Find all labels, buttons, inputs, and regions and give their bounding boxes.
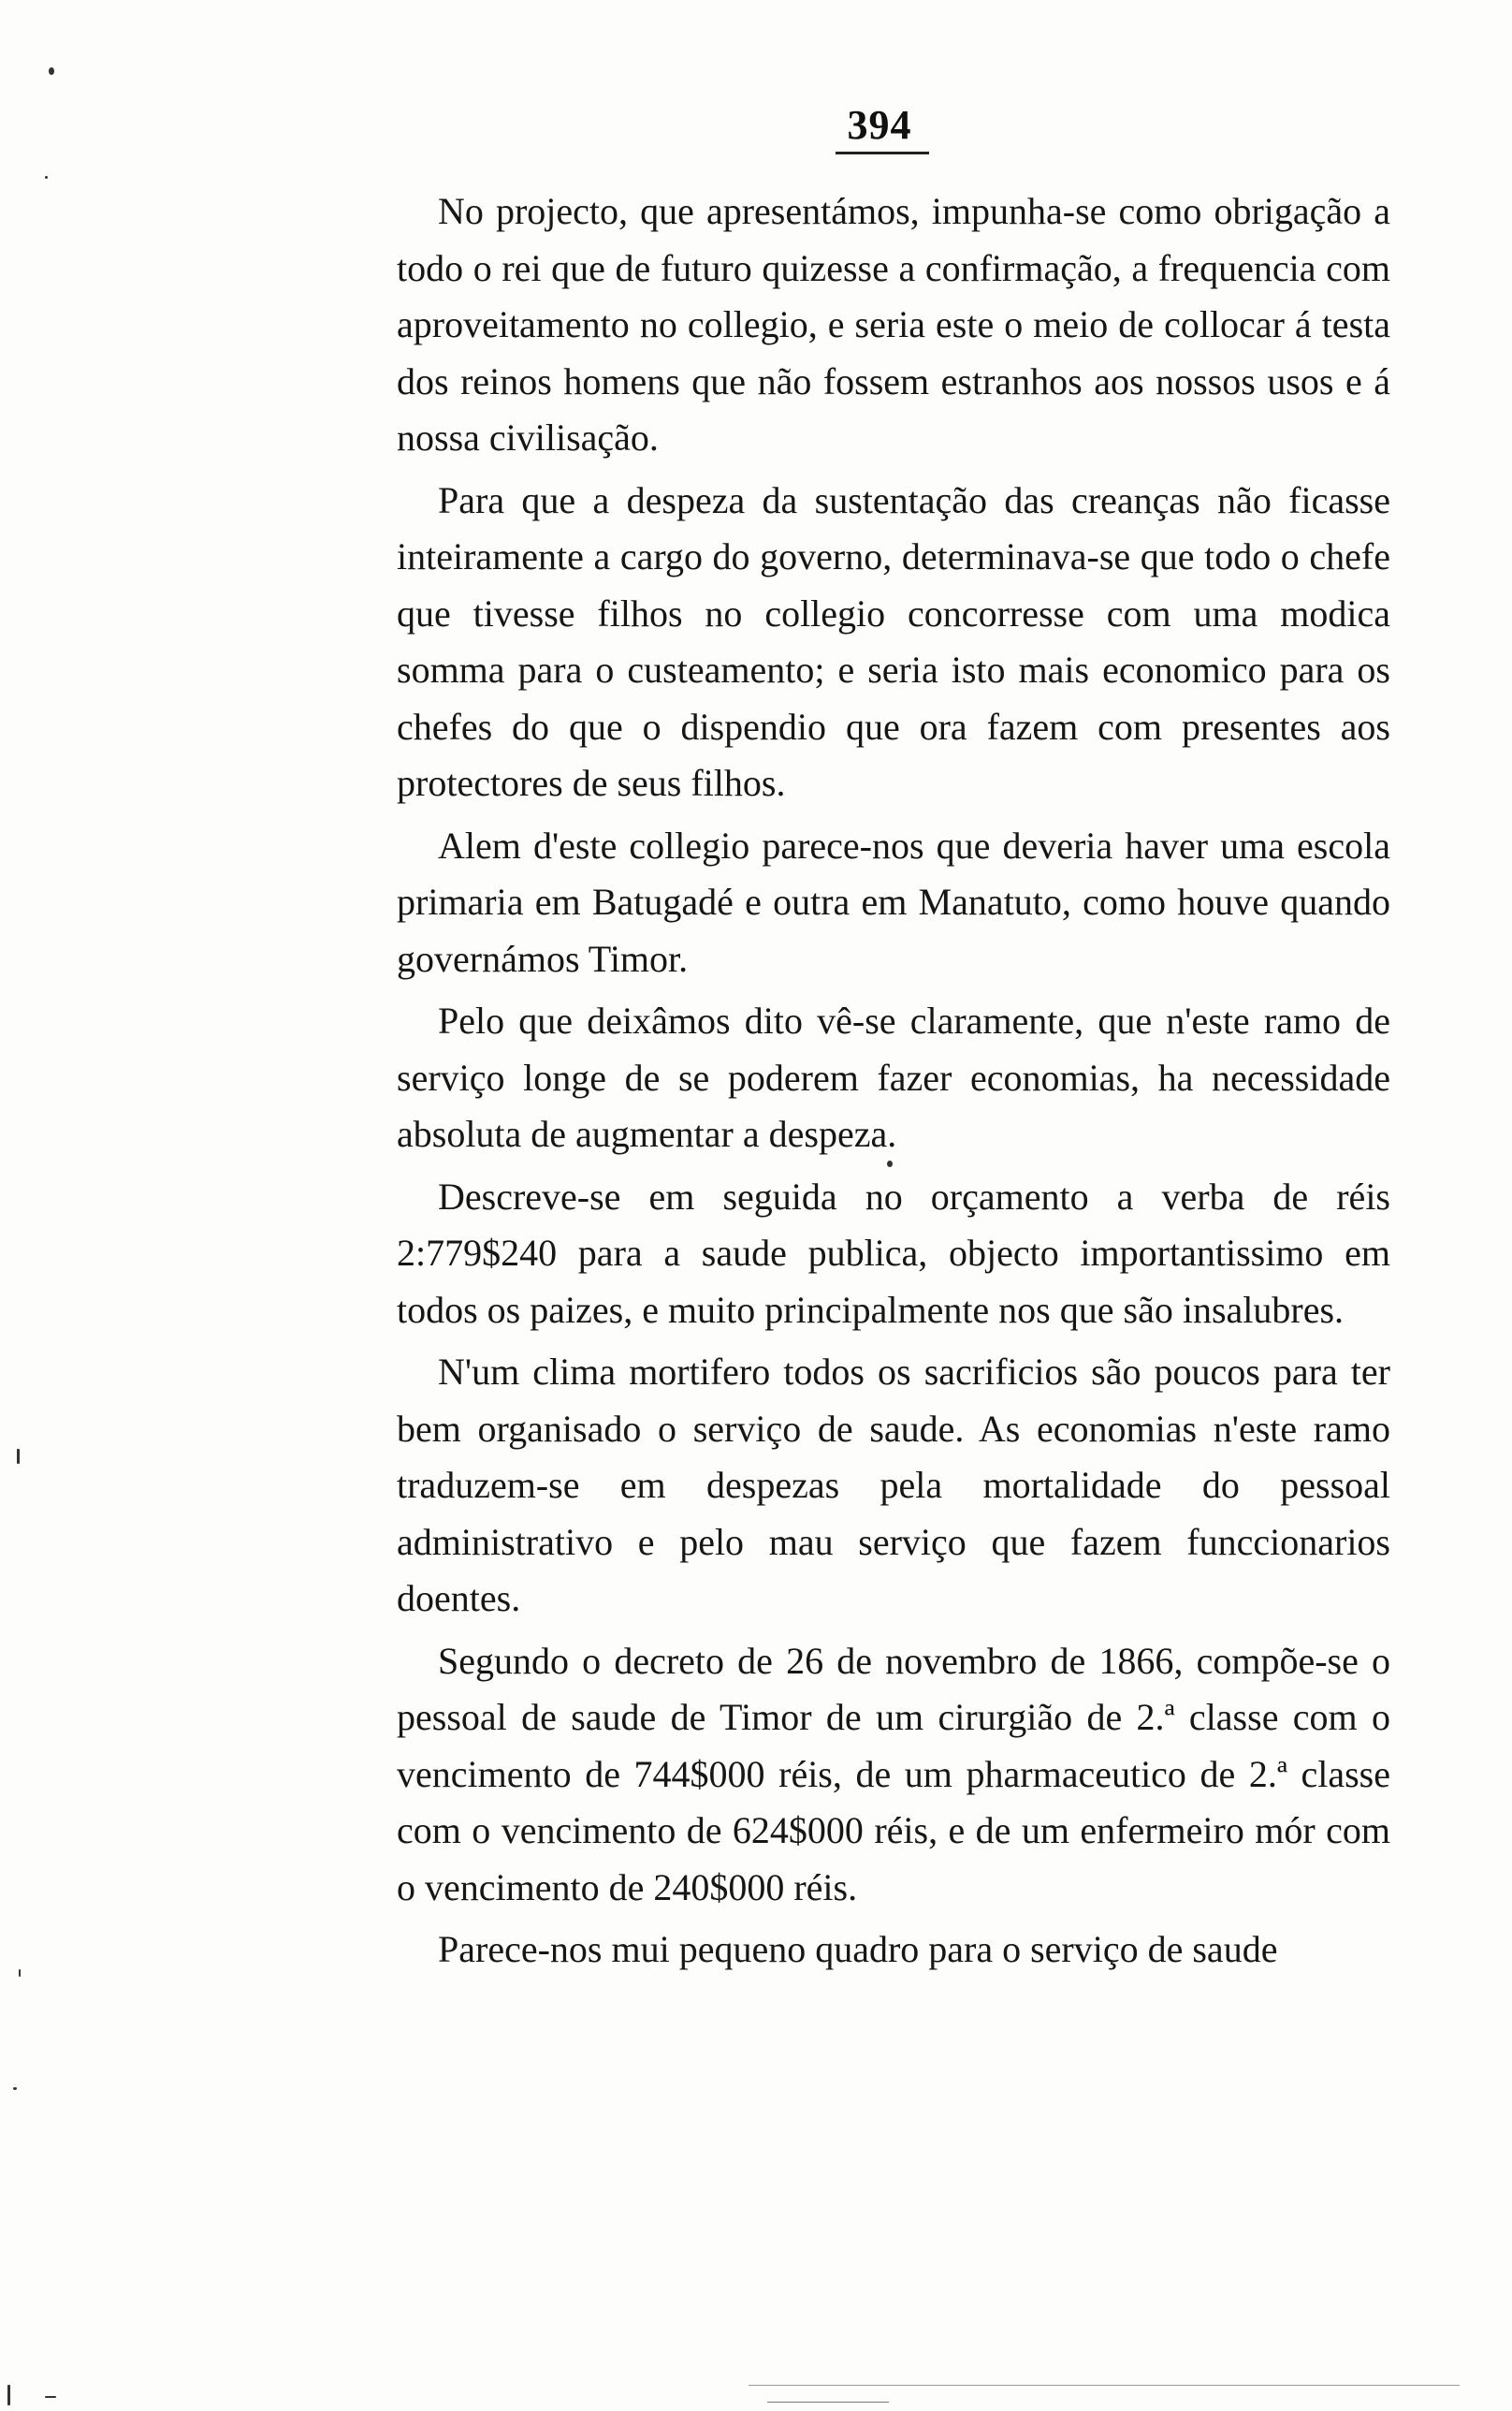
page-number-rule bbox=[836, 152, 929, 154]
scan-speck bbox=[887, 1161, 893, 1167]
scan-edge-line bbox=[749, 2385, 1460, 2386]
scan-speck bbox=[49, 67, 54, 75]
paragraph: Pelo que deixâmos dito vê-se claramente, que n'este ramo de serviço longe de se poderem fazer economias, ha necessidade absoluta de augmentar a despeza. bbox=[397, 1000, 1390, 1155]
paragraph: Para que a despeza da sustentação das creanças não ficasse inteiramente a cargo do governo, determinava-se que todo o chefe que tivesse filhos no collegio concorresse com uma modica somma para o custeamento; e seria isto mais economico para os chefes do que o dispendio que ora fazem com presentes aos protectores de seus filhos. bbox=[397, 478, 1390, 804]
scan-speck bbox=[13, 2087, 17, 2090]
paragraph: No projecto, que apresentámos, impunha-se como obrigação a todo o rei que de futuro quizesse a confirmação, a frequencia com aproveitamento no collegio, e seria este o meio de collocar á testa dos reinos homens que não fossem estranhos aos nossos usos e á nossa civilisação. bbox=[397, 190, 1390, 459]
scan-speck bbox=[17, 1449, 20, 1464]
paragraph: Segundo o decreto de 26 de novembro de 1866, compõe-se o pessoal de saude de Timor de um cirurgião de 2.ª classe com o vencimento de 744$000 réis, de um pharmaceutico de 2.ª classe com o vencimento de 624$000 réis, e de um enfermeiro mór com o vencimento de 240$000 réis. bbox=[397, 1639, 1390, 1908]
page-number: 394 bbox=[847, 102, 912, 148]
scan-speck bbox=[19, 1969, 21, 1977]
paragraph: Alem d'este collegio parece-nos que deveria haver uma escola primaria em Batugadé e outra em Manatuto, como houve quando governámos Timor. bbox=[397, 824, 1390, 980]
body-text bbox=[397, 183, 1390, 1979]
scan-speck bbox=[7, 2385, 10, 2405]
paragraph: N'um clima mortifero todos os sacrificios são poucos para ter bem organisado o serviço de saude. As economias n'este ramo traduzem-se em despezas pela mortalidade do pessoal administrativo e pelo mau serviço que fazem funccionarios doentes. bbox=[397, 1351, 1390, 1619]
paragraph: Descreve-se em seguida no orçamento a verba de réis 2:779$240 para a saude publica, objecto importantissimo em todos os paizes, e muito principalmente nos que são insalubres. bbox=[397, 1175, 1390, 1331]
paragraph: Parece-nos mui pequeno quadro para o serviço de saude bbox=[438, 1928, 1278, 1970]
scan-speck bbox=[45, 176, 48, 179]
scan-speck bbox=[45, 2396, 56, 2398]
scan-edge-line bbox=[767, 2402, 889, 2403]
